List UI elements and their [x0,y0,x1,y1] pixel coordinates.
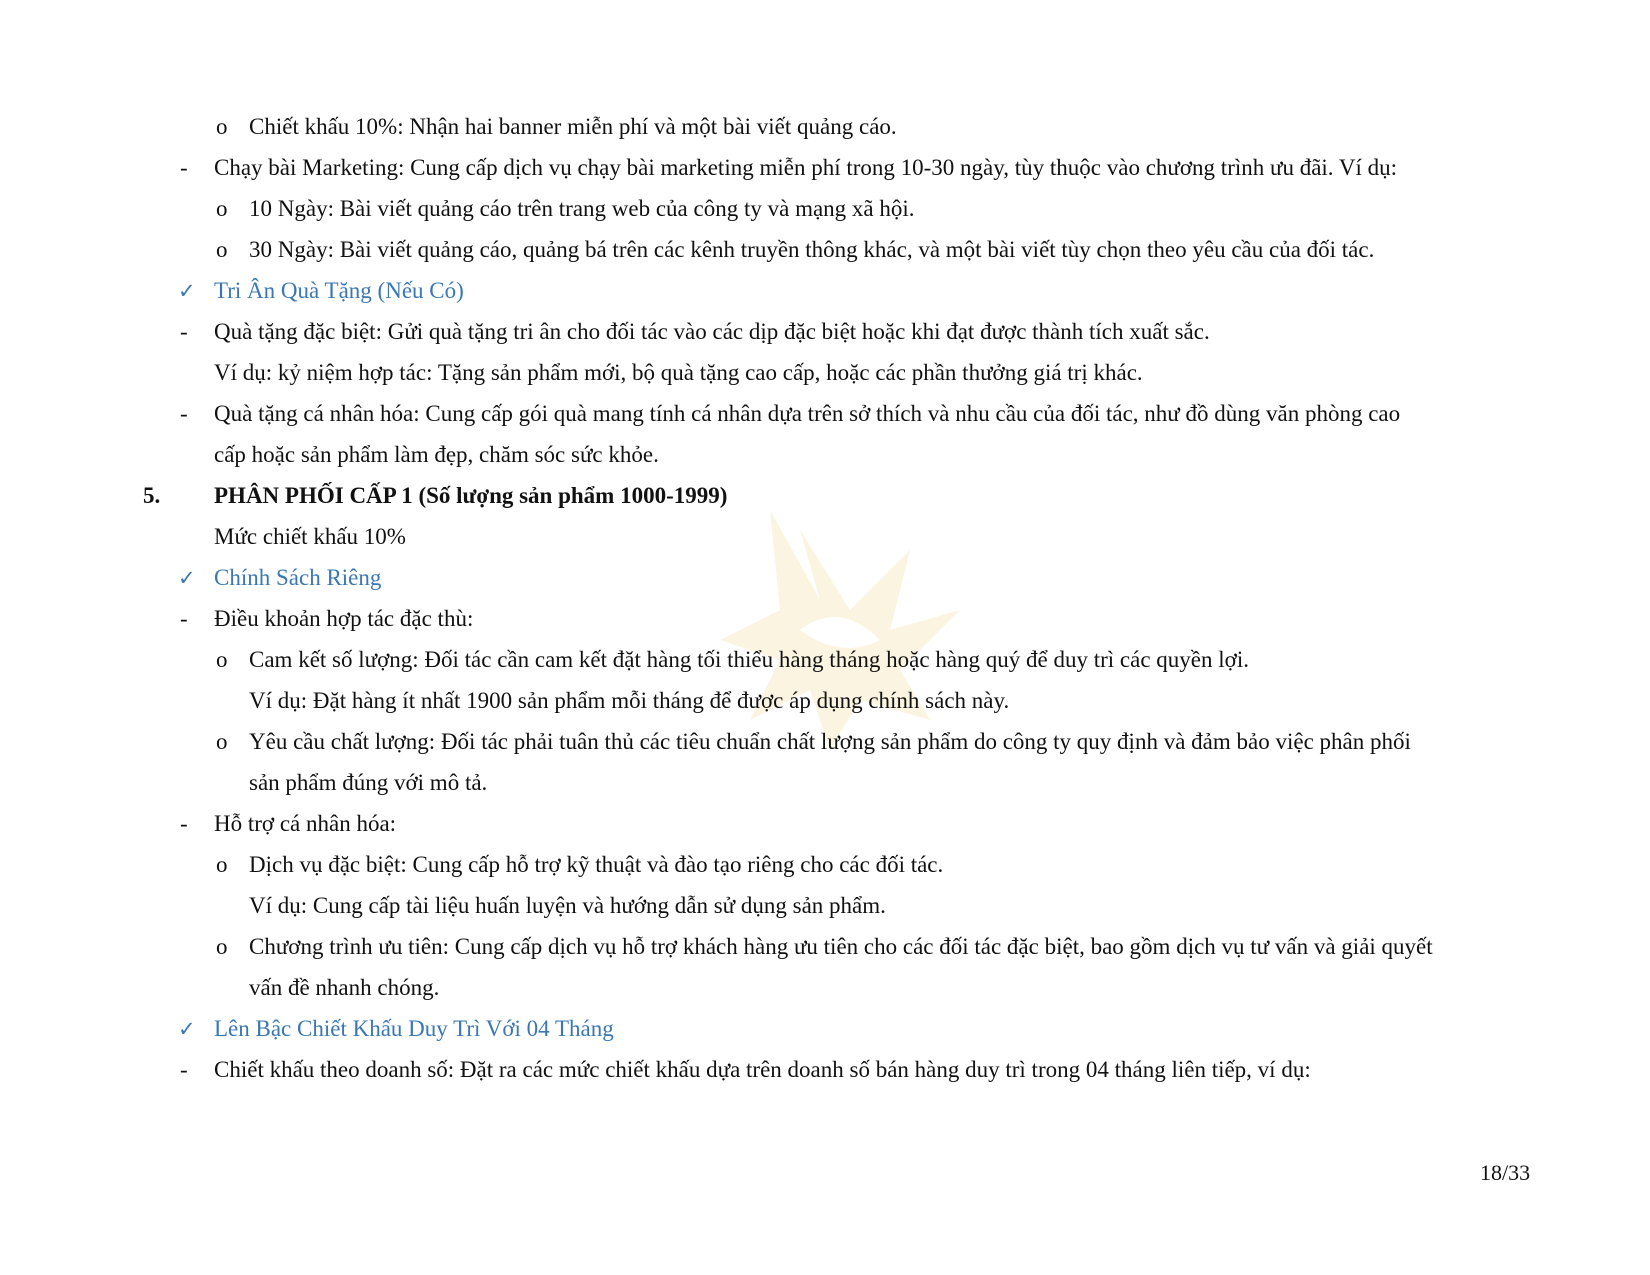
list-item-text: Điều khoản hợp tác đặc thù: [214,606,474,631]
subheading-text: Tri Ân Quà Tặng (Nếu Có) [214,278,464,303]
list-item-text: sản phẩm đúng với mô tả. [249,770,488,795]
list-item-text: Chiết khấu theo doanh số: Đặt ra các mức chiết khấu dựa trên doanh số bán hàng duy trì trong 04 tháng liên tiếp, ví dụ: [214,1057,1311,1082]
page-number: 18/33 [1480,1160,1531,1185]
list-item-text: Ví dụ: Cung cấp tài liệu huấn luyện và hướng dẫn sử dụng sản phẩm. [249,893,886,918]
list-item-text: Ví dụ: kỷ niệm hợp tác: Tặng sản phẩm mới, bộ quà tặng cao cấp, hoặc các phần thưởng giá trị khác. [214,360,1143,385]
list-item-text: Quà tặng cá nhân hóa: Cung cấp gói quà mang tính cá nhân dựa trên sở thích và nhu cầu của đối tác, như đồ dùng văn phòng cao [214,401,1401,426]
dash-bullet: - [180,811,188,836]
list-item-text: Dịch vụ đặc biệt: Cung cấp hỗ trợ kỹ thuật và đào tạo riêng cho các đối tác. [249,852,944,877]
list-item-text: Hỗ trợ cá nhân hóa: [214,811,397,836]
list-item-text: vấn đề nhanh chóng. [249,975,440,1000]
dash-bullet: - [180,401,188,426]
circle-bullet: o [216,237,228,262]
circle-bullet: o [216,196,228,221]
list-item-text: Chạy bài Marketing: Cung cấp dịch vụ chạy bài marketing miễn phí trong 10-30 ngày, tùy thuộc vào chương trình ưu đãi. Ví dụ: [214,155,1398,180]
list-item-text: Yêu cầu chất lượng: Đối tác phải tuân thủ các tiêu chuẩn chất lượng sản phẩm do công ty quy định và đảm bảo việc phân phối [249,729,1411,754]
dash-bullet: - [180,1057,188,1082]
dash-bullet: - [180,606,188,631]
circle-bullet: o [216,852,228,877]
circle-bullet: o [216,114,228,139]
paragraph-text: Mức chiết khấu 10% [214,524,406,549]
circle-bullet: o [216,647,228,672]
list-item-text: Chiết khấu 10%: Nhận hai banner miễn phí và một bài viết quảng cáo. [249,114,897,139]
list-item-text: cấp hoặc sản phẩm làm đẹp, chăm sóc sức khỏe. [214,442,659,467]
dash-bullet: - [180,155,188,180]
list-item-text: Quà tặng đặc biệt: Gửi quà tặng tri ân cho đối tác vào các dịp đặc biệt hoặc khi đạt được thành tích xuất sắc. [214,319,1210,344]
circle-bullet: o [216,934,228,959]
list-item-text: Cam kết số lượng: Đối tác cần cam kết đặt hàng tối thiểu hàng tháng hoặc hàng quý để duy trì các quyền lợi. [249,647,1249,672]
section-title: PHÂN PHỐI CẤP 1 (Số lượng sản phẩm 1000-1999) [214,483,728,508]
checkmark-icon: ✓ [178,1017,196,1041]
list-item-text: 10 Ngày: Bài viết quảng cáo trên trang web của công ty và mạng xã hội. [249,196,915,221]
subheading-text: Lên Bậc Chiết Khấu Duy Trì Với 04 Tháng [214,1016,614,1041]
list-item-text: Chương trình ưu tiên: Cung cấp dịch vụ hỗ trợ khách hàng ưu tiên cho các đối tác đặc biệt, bao gồm dịch vụ tư vấn và giải quyết [249,934,1433,959]
checkmark-icon: ✓ [178,566,196,590]
section-number: 5. [143,483,161,508]
circle-bullet: o [216,729,228,754]
checkmark-icon: ✓ [178,279,196,303]
list-item-text: Ví dụ: Đặt hàng ít nhất 1900 sản phẩm mỗi tháng để được áp dụng chính sách này. [249,688,1010,713]
dash-bullet: - [180,319,188,344]
list-item-text: 30 Ngày: Bài viết quảng cáo, quảng bá trên các kênh truyền thông khác, và một bài viết tùy chọn theo yêu cầu của đối tác. [249,237,1375,262]
subheading-text: Chính Sách Riêng [214,565,382,590]
